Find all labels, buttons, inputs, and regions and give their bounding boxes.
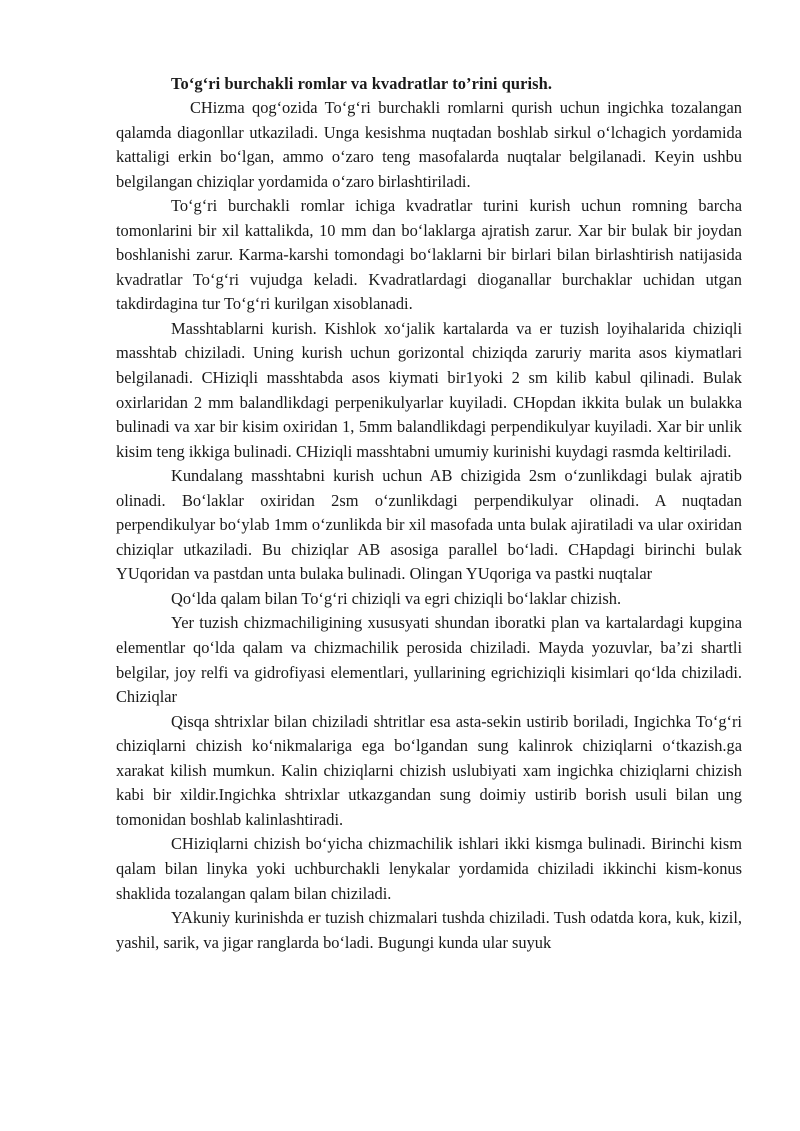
paragraph: Yer tuzish chizmachiligining xususyati shundan iboratki plan va kartalardagi kupgina elementlar qo‘lda qalam va chizmachilik perosida chiziladi. Mayda yozuvlar, ba’zi shartli belgilar, joy relfi va gidrofiyasi elementlari, yullarining egrichiziqli kisimlari qo‘lda chiziladi. Chiziqlar [116,613,742,707]
paragraph: YAkuniy kurinishda er tuzish chizmalari tushda chiziladi. Tush odatda kora, kuk, kizil, yashil, sarik, va jigar ranglarda bo‘ladi. Bugungi kunda ular suyuk [116,908,742,952]
document-body [116,72,742,955]
section-heading: Qo‘lda qalam bilan To‘g‘ri chiziqli va egri chiziqli bo‘laklar chizish. [171,588,622,608]
paragraph: CHizma qog‘ozida To‘g‘ri burchakli romlarni qurish uchun ingichka tozalangan qalamda diagonllar utkaziladi. Unga kesishma nuqtadan boshlab sirkul o‘lchagich yordamida kattaligi erkin bo‘lgan, ammo o‘zaro teng masofalarda nuqtalar belgilanadi. Keyin ushbu belgilangan chiziqlar yordamida o‘zaro birlashtiriladi. [116,98,742,191]
paragraph: Qisqa shtrixlar bilan chiziladi shtritlar esa asta-sekin ustirib boriladi, Ingichka To‘g‘ri chiziqlarni chizish ko‘nikmalariga ega bo‘lgandan sung kalinrok chiziqlarni o‘tkazish.ga xarakat kilish mumkun. Kalin chiziqlarni chizish uslubiyati xam ingichka chiziqlarni chizish kabi bir xildir.Ingichka shtrixlar utkazgandan sung doimiy ustirib borish usuli bilan ung tomonidan boshlab kalinlashtiradi. [116,711,742,829]
paragraph: CHiziqlarni chizish bo‘yicha chizmachilik ishlari ikki kismga bulinadi. Birinchi kism qalam bilan linyka yoki uchburchakli lenykalar yordamida chiziladi ikkinchi kism-konus shaklida tozalangan qalam bilan chiziladi. [116,834,742,903]
paragraph: Kundalang masshtabni kurish uchun AB chizigida 2sm o‘zunlikdagi bulak ajratib olinadi. Bo‘laklar oxiridan 2sm o‘zunlikdagi perpendikulyar olinadi. A nuqtadan perpendikulyar bo‘ylab 1mm o‘zunlikda bir xil masofada unta bulak ajiratiladi va ular oxiridan chiziqlar utkaziladi. Bu chiziqlar AB asosiga parallel bo‘ladi. CHapdagi birinchi bulak YUqoridan va pastdan unta bulaka bulinadi. Olingan YUqoriga va pastki nuqtalar [116,466,742,584]
paragraph: Masshtablarni kurish. Kishlok xo‘jalik kartalarda va er tuzish loyihalarida chiziqli masshtab chiziladi. Uning kurish uchun gorizontal chiziqda zaruriy marita asos kiymatlari belgilanadi. CHiziqli masshtabda asos kiymati bir1yoki 2 sm kilib kabul qilinadi. Bulak oxirlaridan 2 mm balandlikdagi perpenikulyarlar kuyiladi. CHopdan ikkita bulak un bulakka bulinadi va xar bir kisim oxiridan 1, 5mm balandlikdagi perpendikulyar kuyiladi. Xar bir unlik kisim teng ikkiga bulinadi. CHiziqli masshtabni umumiy kurinishi kuydagi rasmda keltiriladi. [116,318,742,461]
paragraph: To‘g‘ri burchakli romlar ichiga kvadratlar turini kurish uchun romning barcha tomonlarini bir xil kattalikda, 10 mm dan bo‘laklarga ajratish zarur. Xar bir bulak bir joydan boshlanishi zarur. Karma-karshi tomondagi bo‘laklarni bir birlari bilan birlashtirish natijasida kvadratlar To‘g‘ri vujudga keladi. Kvadratlardagi dioganallar burchaklar uchidan utgan takdirdagina tur To‘g‘ri kurilgan xisoblanadi. [116,196,742,314]
document-title: To‘g‘ri burchakli romlar va kvadratlar to’rini qurish. [171,74,553,93]
